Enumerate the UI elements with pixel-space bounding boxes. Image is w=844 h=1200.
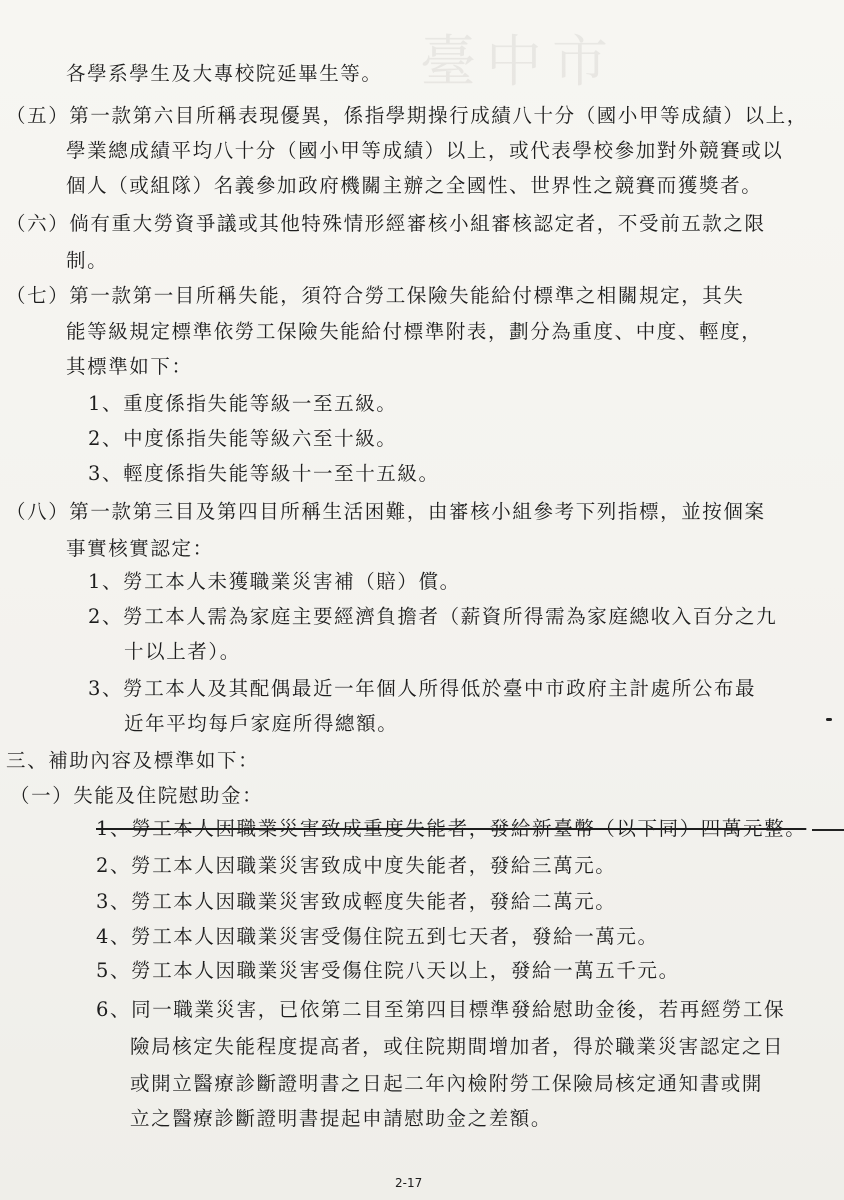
bleed-through-shadow: 臺中市 (420, 30, 618, 95)
text-line: （六）倘有重大勞資爭議或其他特殊情形經審核小組審核認定者，不受前五款之限 (6, 212, 766, 235)
text-line: 學業總成績平均八十分（國小甲等成績）以上，或代表學校參加對外競賽或以 (66, 139, 784, 162)
page-number: 2-17 (395, 1176, 423, 1190)
text-line: 制。 (66, 249, 109, 272)
text-line: （八）第一款第三目及第四目所稱生活困難，由審核小組參考下列指標，並按個案 (6, 500, 766, 523)
text-line: （七）第一款第一目所稱失能，須符合勞工保險失能給付標準之相關規定，其失 (6, 284, 745, 307)
list-item: 2、中度係指失能等級六至十級。 (88, 427, 398, 450)
list-item: 3、勞工本人因職業災害致成輕度失能者，發給二萬元。 (96, 890, 617, 913)
text-line: （五）第一款第六目所稱表現優異，係指學期操行成績八十分（國小甲等成績）以上， (6, 104, 808, 127)
list-item: 3、輕度係指失能等級十一至十五級。 (88, 462, 440, 485)
list-item: 4、勞工本人因職業災害受傷住院五到七天者，發給一萬元。 (96, 925, 659, 948)
strike-tail (812, 829, 844, 831)
subsection-heading: （一）失能及住院慰助金： (10, 784, 264, 807)
list-item: 5、勞工本人因職業災害受傷住院八天以上，發給一萬五千元。 (96, 959, 680, 982)
text-line: 事實核實認定： (66, 537, 214, 560)
list-item-continuation: 險局核定失能程度提高者，或住院期間增加者，得於職業災害認定之日 (130, 1035, 785, 1058)
list-item: 2、勞工本人因職業災害致成中度失能者，發給三萬元。 (96, 854, 617, 877)
list-item: 1、重度係指失能等級一至五級。 (88, 392, 398, 415)
text-line: 各學系學生及大專校院延畢生等。 (66, 62, 383, 85)
list-item: 3、勞工本人及其配偶最近一年個人所得低於臺中市政府主計處所公布最 (88, 677, 757, 700)
struck-list-item (96, 815, 844, 843)
text-line: 其標準如下： (66, 355, 193, 378)
text-line: 能等級規定標準依勞工保險失能給付標準附表，劃分為重度、中度、輕度， (66, 320, 763, 343)
list-item-continuation: 立之醫療診斷證明書提起申請慰助金之差額。 (130, 1107, 553, 1130)
list-item: 1、勞工本人未獲職業災害補（賠）償。 (88, 570, 461, 593)
text-line: 個人（或組隊）名義參加政府機關主辦之全國性、世界性之競賽而獲獎者。 (66, 174, 763, 197)
list-item-continuation: 十以上者）。 (124, 640, 241, 663)
list-item-continuation: 或開立醫療診斷證明書之日起二年內檢附勞工保險局核定通知書或開 (130, 1072, 764, 1095)
list-item: 6、同一職業災害，已依第二目至第四目標準發給慰助金後，若再經勞工保 (96, 998, 786, 1021)
struck-text: 1、勞工本人因職業災害致成重度失能者，發給新臺幣（以下同）四萬元整。 (96, 817, 807, 840)
list-item-continuation: 近年平均每戶家庭所得總額。 (124, 712, 399, 735)
section-heading: 三、補助內容及標準如下： (6, 749, 260, 772)
list-item: 2、勞工本人需為家庭主要經濟負擔者（薪資所得需為家庭總收入百分之九 (88, 605, 778, 628)
scan-speck (826, 718, 832, 721)
